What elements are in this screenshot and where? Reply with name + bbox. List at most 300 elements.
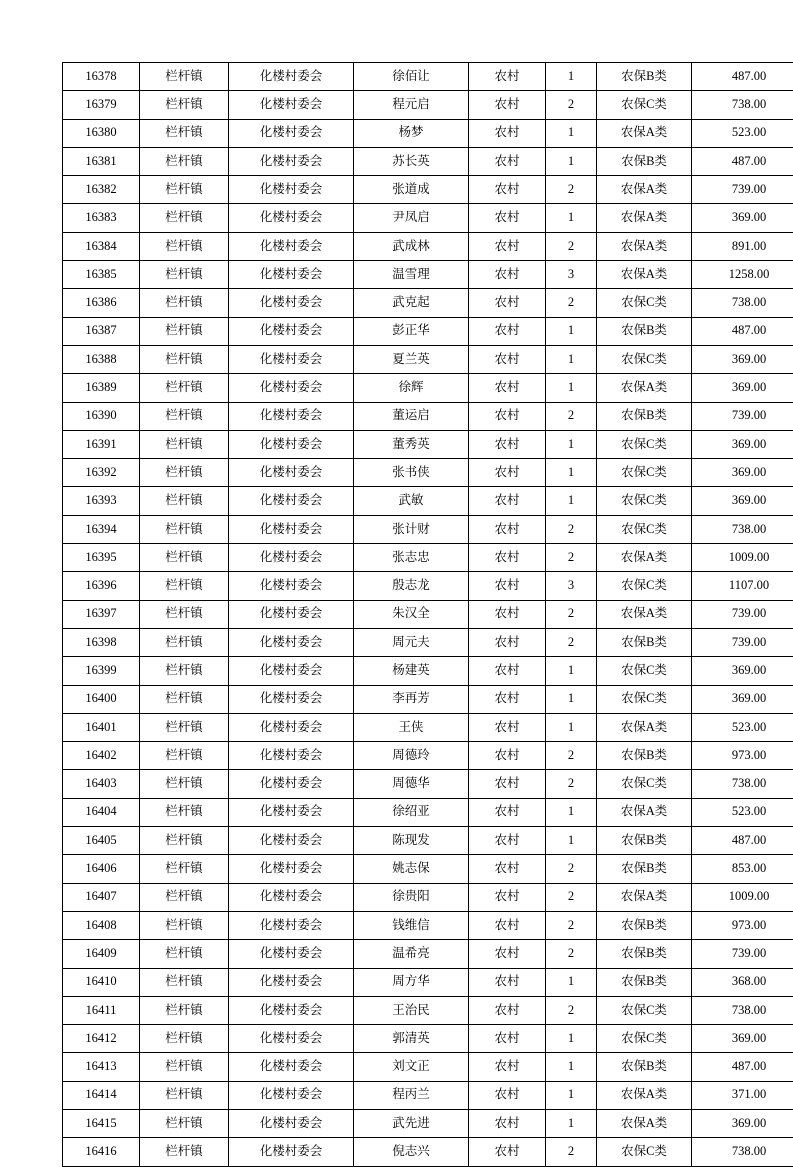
cell-name: 倪志兴 [354, 1138, 469, 1166]
table-row [63, 742, 793, 770]
cell-name: 温雪理 [354, 261, 469, 289]
table-row [63, 374, 793, 402]
cell-household-type: 农村 [469, 91, 546, 119]
cell-amount: 369.00 [692, 1109, 793, 1137]
cell-id: 16402 [63, 742, 140, 770]
cell-category: 农保C类 [597, 685, 692, 713]
cell-village: 化楼村委会 [229, 459, 354, 487]
cell-household-type: 农村 [469, 176, 546, 204]
cell-town: 栏杆镇 [140, 685, 229, 713]
cell-village: 化楼村委会 [229, 572, 354, 600]
table-row [63, 968, 793, 996]
cell-id: 16404 [63, 798, 140, 826]
table-row [63, 628, 793, 656]
cell-household-type: 农村 [469, 798, 546, 826]
cell-category: 农保B类 [597, 855, 692, 883]
cell-persons: 2 [546, 628, 597, 656]
cell-category: 农保C类 [597, 430, 692, 458]
cell-amount: 369.00 [692, 657, 793, 685]
cell-town: 栏杆镇 [140, 1025, 229, 1053]
cell-id: 16389 [63, 374, 140, 402]
cell-category: 农保B类 [597, 628, 692, 656]
cell-household-type: 农村 [469, 685, 546, 713]
cell-category: 农保C类 [597, 515, 692, 543]
cell-category: 农保C类 [597, 1138, 692, 1166]
cell-household-type: 农村 [469, 600, 546, 628]
cell-town: 栏杆镇 [140, 770, 229, 798]
table-row [63, 827, 793, 855]
cell-village: 化楼村委会 [229, 63, 354, 91]
table-row [63, 600, 793, 628]
cell-town: 栏杆镇 [140, 657, 229, 685]
cell-id: 16400 [63, 685, 140, 713]
cell-household-type: 农村 [469, 628, 546, 656]
cell-name: 朱汉全 [354, 600, 469, 628]
cell-persons: 1 [546, 1109, 597, 1137]
cell-village: 化楼村委会 [229, 713, 354, 741]
table-row [63, 1025, 793, 1053]
cell-amount: 487.00 [692, 827, 793, 855]
cell-category: 农保B类 [597, 63, 692, 91]
table-row [63, 317, 793, 345]
cell-household-type: 农村 [469, 713, 546, 741]
table-row [63, 996, 793, 1024]
cell-amount: 738.00 [692, 91, 793, 119]
cell-category: 农保B类 [597, 968, 692, 996]
cell-name: 夏兰英 [354, 345, 469, 373]
table-row [63, 345, 793, 373]
cell-amount: 1009.00 [692, 544, 793, 572]
cell-name: 王治民 [354, 996, 469, 1024]
cell-amount: 368.00 [692, 968, 793, 996]
cell-name: 张计财 [354, 515, 469, 543]
cell-persons: 2 [546, 91, 597, 119]
table-row [63, 430, 793, 458]
cell-name: 刘文正 [354, 1053, 469, 1081]
table-row [63, 119, 793, 147]
cell-persons: 1 [546, 204, 597, 232]
cell-name: 彭正华 [354, 317, 469, 345]
cell-village: 化楼村委会 [229, 515, 354, 543]
cell-household-type: 农村 [469, 770, 546, 798]
cell-village: 化楼村委会 [229, 1081, 354, 1109]
cell-household-type: 农村 [469, 940, 546, 968]
cell-id: 16385 [63, 261, 140, 289]
cell-category: 农保B类 [597, 402, 692, 430]
cell-town: 栏杆镇 [140, 487, 229, 515]
cell-town: 栏杆镇 [140, 600, 229, 628]
cell-id: 16407 [63, 883, 140, 911]
cell-village: 化楼村委会 [229, 855, 354, 883]
table-row [63, 1109, 793, 1137]
table-row [63, 657, 793, 685]
cell-name: 徐佰让 [354, 63, 469, 91]
cell-amount: 853.00 [692, 855, 793, 883]
cell-id: 16398 [63, 628, 140, 656]
table-row [63, 1053, 793, 1081]
table-row [63, 459, 793, 487]
cell-id: 16401 [63, 713, 140, 741]
cell-category: 农保A类 [597, 1081, 692, 1109]
cell-amount: 738.00 [692, 770, 793, 798]
cell-household-type: 农村 [469, 1138, 546, 1166]
cell-name: 武先进 [354, 1109, 469, 1137]
cell-category: 农保B类 [597, 940, 692, 968]
cell-id: 16415 [63, 1109, 140, 1137]
cell-id: 16392 [63, 459, 140, 487]
cell-household-type: 农村 [469, 430, 546, 458]
cell-id: 16399 [63, 657, 140, 685]
cell-town: 栏杆镇 [140, 1053, 229, 1081]
cell-id: 16412 [63, 1025, 140, 1053]
cell-category: 农保C类 [597, 289, 692, 317]
cell-town: 栏杆镇 [140, 798, 229, 826]
cell-name: 董运启 [354, 402, 469, 430]
cell-persons: 2 [546, 544, 597, 572]
cell-name: 杨梦 [354, 119, 469, 147]
cell-category: 农保C类 [597, 572, 692, 600]
cell-category: 农保B类 [597, 742, 692, 770]
cell-persons: 2 [546, 911, 597, 939]
cell-persons: 3 [546, 261, 597, 289]
cell-town: 栏杆镇 [140, 544, 229, 572]
cell-village: 化楼村委会 [229, 911, 354, 939]
cell-id: 16411 [63, 996, 140, 1024]
table-row [63, 1138, 793, 1166]
cell-id: 16383 [63, 204, 140, 232]
cell-persons: 2 [546, 742, 597, 770]
cell-name: 郭清英 [354, 1025, 469, 1053]
cell-village: 化楼村委会 [229, 374, 354, 402]
cell-household-type: 农村 [469, 742, 546, 770]
cell-persons: 1 [546, 430, 597, 458]
cell-town: 栏杆镇 [140, 345, 229, 373]
cell-category: 农保A类 [597, 883, 692, 911]
cell-id: 16410 [63, 968, 140, 996]
cell-village: 化楼村委会 [229, 430, 354, 458]
cell-town: 栏杆镇 [140, 317, 229, 345]
cell-village: 化楼村委会 [229, 204, 354, 232]
cell-village: 化楼村委会 [229, 544, 354, 572]
cell-id: 16380 [63, 119, 140, 147]
cell-amount: 739.00 [692, 628, 793, 656]
cell-town: 栏杆镇 [140, 459, 229, 487]
cell-id: 16386 [63, 289, 140, 317]
cell-id: 16382 [63, 176, 140, 204]
cell-household-type: 农村 [469, 515, 546, 543]
cell-amount: 523.00 [692, 119, 793, 147]
cell-amount: 739.00 [692, 176, 793, 204]
cell-amount: 523.00 [692, 713, 793, 741]
cell-name: 周元夫 [354, 628, 469, 656]
cell-amount: 739.00 [692, 940, 793, 968]
table-row [63, 204, 793, 232]
cell-id: 16413 [63, 1053, 140, 1081]
cell-town: 栏杆镇 [140, 572, 229, 600]
cell-name: 程元启 [354, 91, 469, 119]
cell-name: 王侠 [354, 713, 469, 741]
cell-household-type: 农村 [469, 1053, 546, 1081]
cell-category: 农保C类 [597, 996, 692, 1024]
cell-household-type: 农村 [469, 402, 546, 430]
cell-name: 董秀英 [354, 430, 469, 458]
table-row [63, 515, 793, 543]
cell-name: 温希亮 [354, 940, 469, 968]
cell-village: 化楼村委会 [229, 487, 354, 515]
cell-name: 周方华 [354, 968, 469, 996]
beneficiary-table [62, 62, 793, 1167]
cell-amount: 487.00 [692, 1053, 793, 1081]
cell-persons: 1 [546, 63, 597, 91]
cell-id: 16405 [63, 827, 140, 855]
cell-village: 化楼村委会 [229, 289, 354, 317]
cell-persons: 2 [546, 176, 597, 204]
cell-village: 化楼村委会 [229, 1138, 354, 1166]
cell-persons: 1 [546, 657, 597, 685]
cell-household-type: 农村 [469, 261, 546, 289]
cell-persons: 1 [546, 1053, 597, 1081]
cell-amount: 369.00 [692, 374, 793, 402]
cell-town: 栏杆镇 [140, 713, 229, 741]
cell-persons: 2 [546, 289, 597, 317]
cell-amount: 1258.00 [692, 261, 793, 289]
table-row [63, 289, 793, 317]
cell-name: 苏长英 [354, 147, 469, 175]
cell-town: 栏杆镇 [140, 628, 229, 656]
cell-household-type: 农村 [469, 657, 546, 685]
cell-village: 化楼村委会 [229, 1053, 354, 1081]
table-row [63, 685, 793, 713]
cell-category: 农保A类 [597, 204, 692, 232]
cell-village: 化楼村委会 [229, 345, 354, 373]
cell-amount: 487.00 [692, 317, 793, 345]
cell-category: 农保C类 [597, 345, 692, 373]
cell-category: 农保C类 [597, 487, 692, 515]
cell-id: 16393 [63, 487, 140, 515]
cell-village: 化楼村委会 [229, 798, 354, 826]
cell-name: 张道成 [354, 176, 469, 204]
table-row [63, 770, 793, 798]
cell-household-type: 农村 [469, 855, 546, 883]
cell-persons: 2 [546, 770, 597, 798]
cell-category: 农保C类 [597, 91, 692, 119]
cell-id: 16387 [63, 317, 140, 345]
cell-category: 农保A类 [597, 261, 692, 289]
cell-persons: 2 [546, 402, 597, 430]
cell-town: 栏杆镇 [140, 63, 229, 91]
cell-category: 农保A类 [597, 176, 692, 204]
cell-amount: 487.00 [692, 147, 793, 175]
cell-amount: 739.00 [692, 402, 793, 430]
cell-category: 农保A类 [597, 544, 692, 572]
cell-persons: 1 [546, 317, 597, 345]
cell-town: 栏杆镇 [140, 91, 229, 119]
cell-village: 化楼村委会 [229, 968, 354, 996]
table-row [63, 402, 793, 430]
cell-id: 16388 [63, 345, 140, 373]
cell-category: 农保C类 [597, 459, 692, 487]
cell-town: 栏杆镇 [140, 968, 229, 996]
cell-household-type: 农村 [469, 996, 546, 1024]
cell-id: 16384 [63, 232, 140, 260]
cell-category: 农保B类 [597, 317, 692, 345]
cell-household-type: 农村 [469, 883, 546, 911]
cell-persons: 2 [546, 883, 597, 911]
cell-town: 栏杆镇 [140, 147, 229, 175]
cell-household-type: 农村 [469, 289, 546, 317]
cell-category: 农保B类 [597, 1053, 692, 1081]
cell-name: 姚志保 [354, 855, 469, 883]
cell-town: 栏杆镇 [140, 289, 229, 317]
cell-town: 栏杆镇 [140, 855, 229, 883]
cell-category: 农保C类 [597, 1025, 692, 1053]
table-row [63, 91, 793, 119]
cell-village: 化楼村委会 [229, 119, 354, 147]
cell-household-type: 农村 [469, 911, 546, 939]
cell-persons: 1 [546, 713, 597, 741]
cell-household-type: 农村 [469, 1025, 546, 1053]
cell-amount: 369.00 [692, 345, 793, 373]
cell-id: 16394 [63, 515, 140, 543]
cell-amount: 369.00 [692, 685, 793, 713]
cell-household-type: 农村 [469, 544, 546, 572]
cell-village: 化楼村委会 [229, 261, 354, 289]
cell-household-type: 农村 [469, 147, 546, 175]
cell-village: 化楼村委会 [229, 176, 354, 204]
cell-household-type: 农村 [469, 204, 546, 232]
cell-persons: 2 [546, 600, 597, 628]
cell-village: 化楼村委会 [229, 628, 354, 656]
table-row [63, 798, 793, 826]
cell-name: 武克起 [354, 289, 469, 317]
cell-persons: 2 [546, 940, 597, 968]
cell-id: 16390 [63, 402, 140, 430]
cell-id: 16409 [63, 940, 140, 968]
cell-name: 张书侠 [354, 459, 469, 487]
cell-name: 徐辉 [354, 374, 469, 402]
cell-amount: 891.00 [692, 232, 793, 260]
cell-town: 栏杆镇 [140, 883, 229, 911]
cell-persons: 1 [546, 119, 597, 147]
cell-id: 16379 [63, 91, 140, 119]
cell-name: 武敏 [354, 487, 469, 515]
cell-persons: 1 [546, 827, 597, 855]
cell-amount: 738.00 [692, 289, 793, 317]
cell-town: 栏杆镇 [140, 940, 229, 968]
cell-town: 栏杆镇 [140, 430, 229, 458]
table-row [63, 572, 793, 600]
cell-id: 16397 [63, 600, 140, 628]
cell-persons: 2 [546, 996, 597, 1024]
cell-village: 化楼村委会 [229, 685, 354, 713]
cell-town: 栏杆镇 [140, 119, 229, 147]
table-row [63, 940, 793, 968]
cell-name: 尹凤启 [354, 204, 469, 232]
cell-category: 农保A类 [597, 119, 692, 147]
cell-household-type: 农村 [469, 119, 546, 147]
table-row [63, 713, 793, 741]
cell-amount: 973.00 [692, 742, 793, 770]
cell-amount: 369.00 [692, 1025, 793, 1053]
cell-village: 化楼村委会 [229, 91, 354, 119]
cell-town: 栏杆镇 [140, 1081, 229, 1109]
cell-persons: 3 [546, 572, 597, 600]
cell-household-type: 农村 [469, 459, 546, 487]
cell-household-type: 农村 [469, 968, 546, 996]
cell-village: 化楼村委会 [229, 770, 354, 798]
cell-persons: 2 [546, 1138, 597, 1166]
cell-household-type: 农村 [469, 827, 546, 855]
cell-village: 化楼村委会 [229, 402, 354, 430]
cell-household-type: 农村 [469, 232, 546, 260]
cell-town: 栏杆镇 [140, 402, 229, 430]
cell-amount: 738.00 [692, 1138, 793, 1166]
cell-village: 化楼村委会 [229, 742, 354, 770]
cell-town: 栏杆镇 [140, 996, 229, 1024]
cell-persons: 1 [546, 374, 597, 402]
cell-persons: 2 [546, 515, 597, 543]
cell-village: 化楼村委会 [229, 1109, 354, 1137]
cell-household-type: 农村 [469, 63, 546, 91]
cell-name: 武成林 [354, 232, 469, 260]
cell-town: 栏杆镇 [140, 261, 229, 289]
cell-village: 化楼村委会 [229, 827, 354, 855]
cell-name: 徐绍亚 [354, 798, 469, 826]
cell-id: 16378 [63, 63, 140, 91]
cell-household-type: 农村 [469, 1081, 546, 1109]
cell-category: 农保C类 [597, 770, 692, 798]
cell-category: 农保A类 [597, 374, 692, 402]
cell-town: 栏杆镇 [140, 1138, 229, 1166]
cell-id: 16408 [63, 911, 140, 939]
cell-amount: 369.00 [692, 487, 793, 515]
cell-persons: 1 [546, 1081, 597, 1109]
cell-category: 农保A类 [597, 798, 692, 826]
cell-persons: 1 [546, 798, 597, 826]
cell-id: 16403 [63, 770, 140, 798]
table-row [63, 147, 793, 175]
cell-name: 周德玲 [354, 742, 469, 770]
cell-persons: 1 [546, 345, 597, 373]
cell-household-type: 农村 [469, 1109, 546, 1137]
cell-village: 化楼村委会 [229, 657, 354, 685]
cell-name: 陈现发 [354, 827, 469, 855]
table-row [63, 232, 793, 260]
cell-amount: 739.00 [692, 600, 793, 628]
cell-category: 农保A类 [597, 1109, 692, 1137]
cell-category: 农保B类 [597, 827, 692, 855]
table-row [63, 544, 793, 572]
cell-persons: 1 [546, 147, 597, 175]
table-row [63, 855, 793, 883]
cell-town: 栏杆镇 [140, 374, 229, 402]
cell-village: 化楼村委会 [229, 147, 354, 175]
cell-name: 殷志龙 [354, 572, 469, 600]
cell-town: 栏杆镇 [140, 742, 229, 770]
table-row [63, 911, 793, 939]
cell-persons: 1 [546, 685, 597, 713]
cell-amount: 1107.00 [692, 572, 793, 600]
cell-amount: 369.00 [692, 459, 793, 487]
cell-household-type: 农村 [469, 345, 546, 373]
cell-persons: 1 [546, 968, 597, 996]
table-body [63, 63, 793, 1167]
cell-village: 化楼村委会 [229, 940, 354, 968]
cell-amount: 369.00 [692, 430, 793, 458]
cell-village: 化楼村委会 [229, 883, 354, 911]
cell-town: 栏杆镇 [140, 232, 229, 260]
cell-category: 农保A类 [597, 713, 692, 741]
